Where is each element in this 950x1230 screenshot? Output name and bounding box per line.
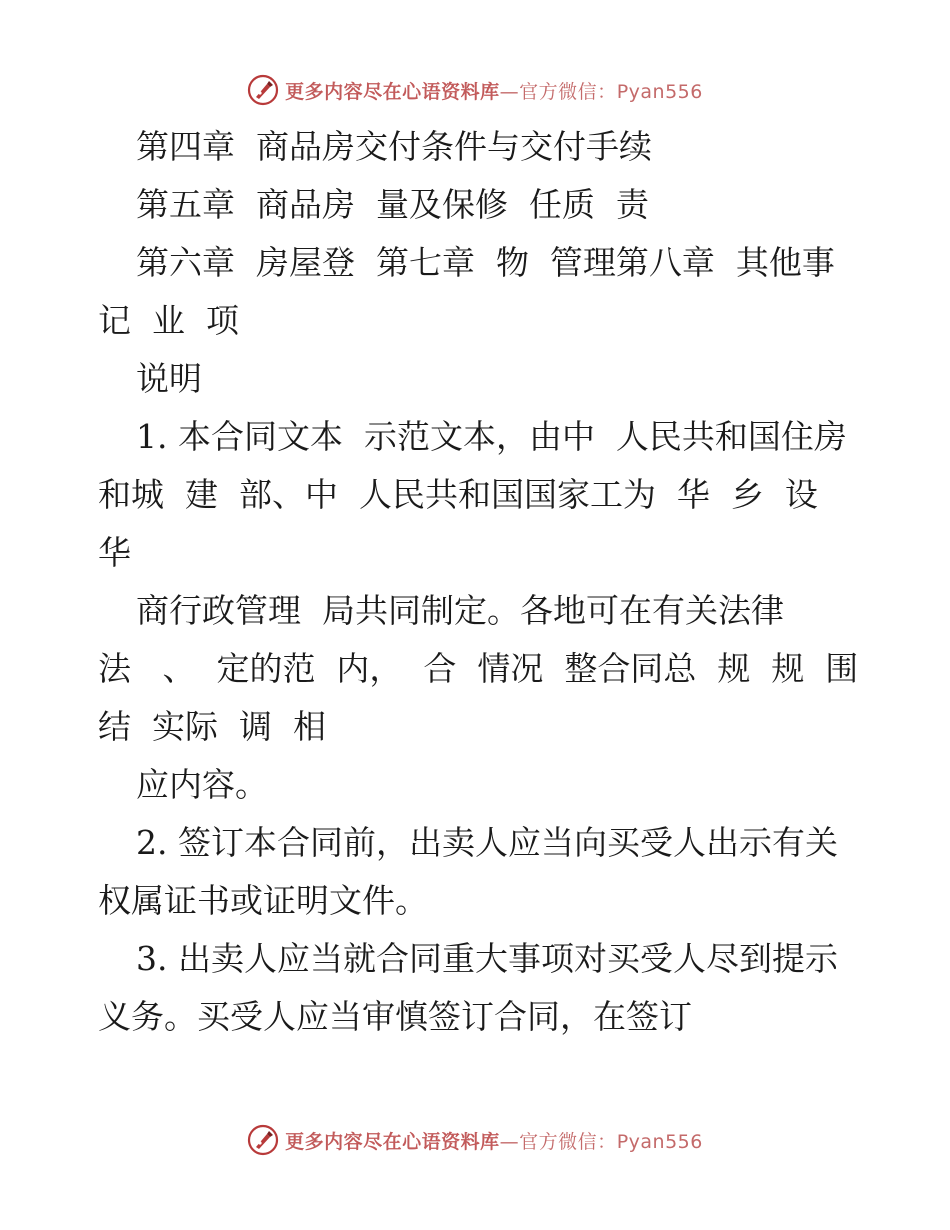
pen-logo-icon	[247, 74, 279, 106]
text-line: 第五章 商品房 量及保修 任质 责	[136, 185, 649, 224]
text-line: 3. 出卖人应当就合同重大事项对买受人尽到提示	[136, 939, 838, 978]
footer-wechat-id: Pyan556	[616, 1130, 703, 1153]
footer-wechat-label: 官方微信：	[519, 1130, 617, 1153]
text-line: 应内容。	[136, 765, 268, 804]
text-line: 1. 本合同文本 示范文本，由中 人民共和国住房	[136, 417, 847, 456]
text-line: 和城 建 部、中 人民共和国国家工为 华 乡 设	[98, 475, 818, 514]
text-line: 第四章 商品房交付条件与交付手续	[136, 127, 652, 166]
header-wechat-id: Pyan556	[616, 80, 703, 103]
footer-banner-text	[285, 1127, 703, 1154]
header-wechat-label: 官方微信：	[519, 80, 617, 103]
text-line: 结 实际 调 相	[98, 707, 326, 746]
footer-site-name: 更多内容尽在心语资料库	[285, 1130, 500, 1153]
footer-dash: —	[499, 1130, 520, 1153]
header-dash: —	[499, 80, 520, 103]
text-line: 记 业 项	[98, 301, 239, 340]
document-body	[98, 118, 858, 1046]
text-line: 法 、 定的范 内， 合 情况 整合同总 规 规 围	[98, 649, 859, 688]
header-banner-text	[285, 77, 703, 104]
text-line: 华	[98, 533, 131, 572]
text-line: 2. 签订本合同前，出卖人应当向买受人出示有关	[136, 823, 838, 862]
text-line: 说明	[136, 359, 202, 398]
header-site-name: 更多内容尽在心语资料库	[285, 80, 500, 103]
header-banner	[0, 70, 950, 110]
text-line: 商行政管理 局共同制定。各地可在有关法律	[136, 591, 784, 630]
pen-logo-icon	[247, 1124, 279, 1156]
text-line: 权属证书或证明文件。	[98, 881, 428, 920]
footer-banner	[0, 1120, 950, 1160]
text-line: 义务。买受人应当审慎签订合同，在签订	[98, 997, 692, 1036]
text-line: 第六章 房屋登 第七章 物 管理第八章 其他事	[136, 243, 835, 282]
